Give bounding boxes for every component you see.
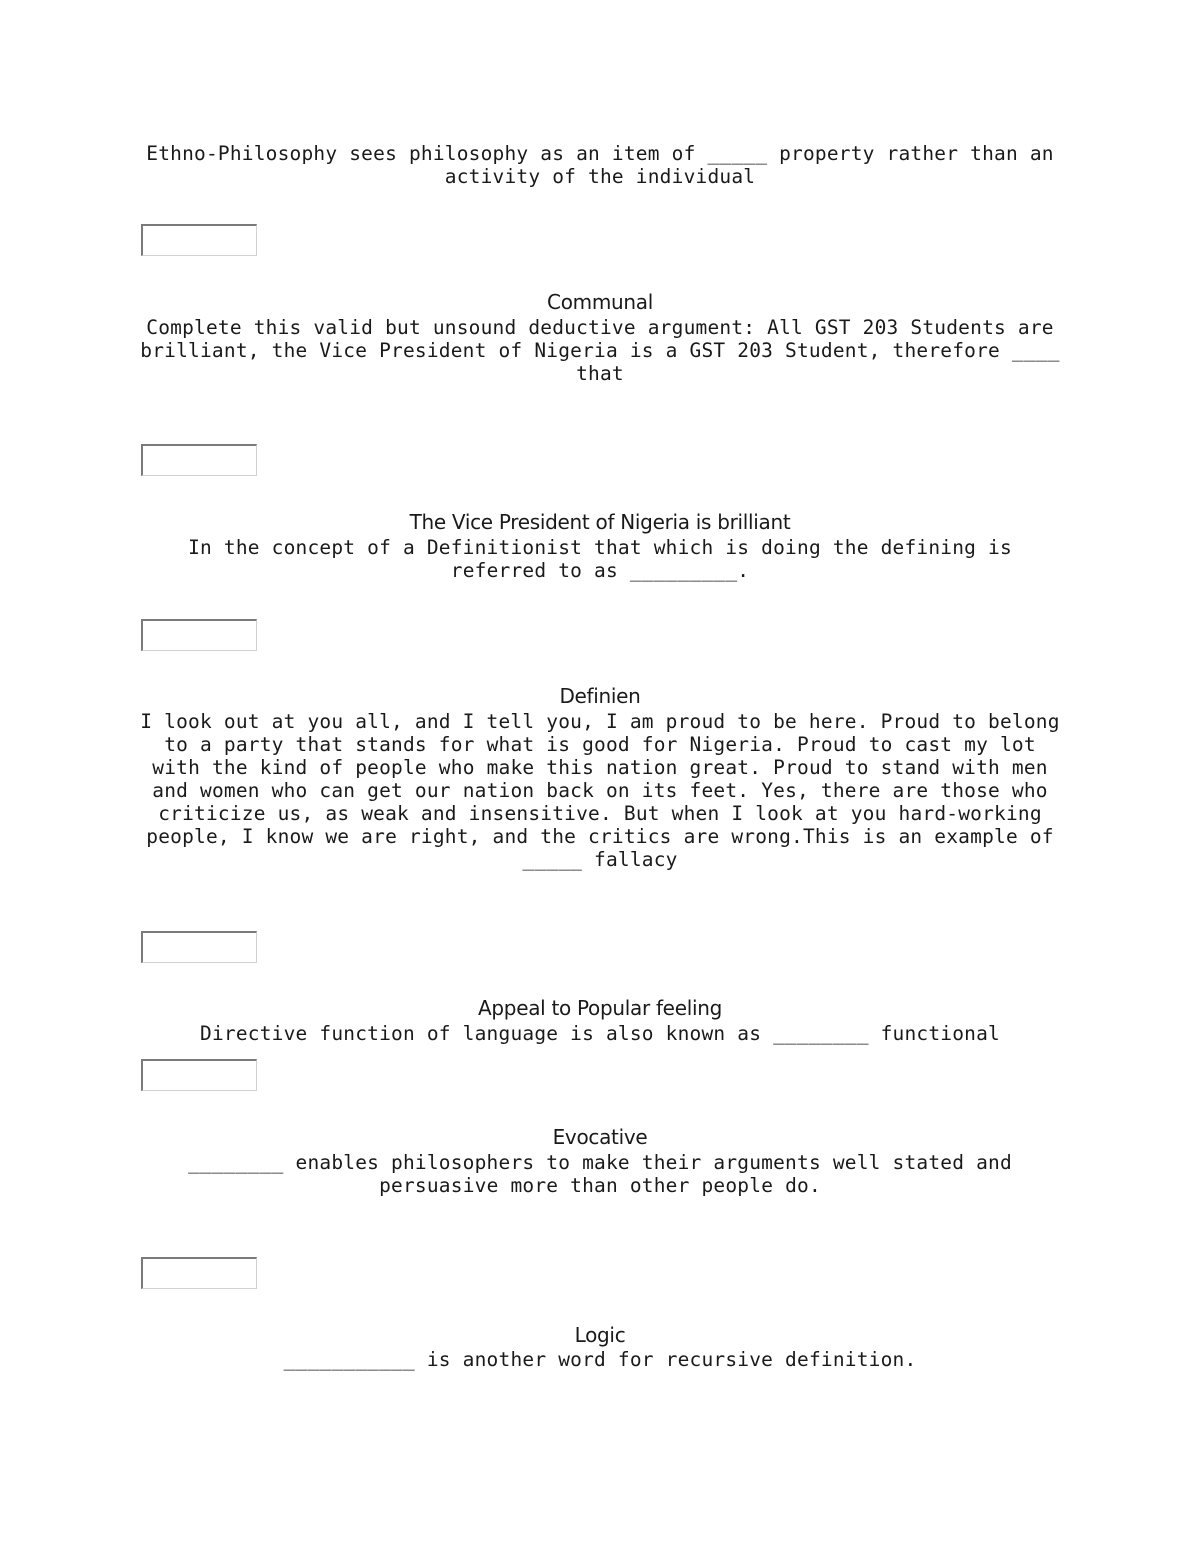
answer-input-4[interactable] [141, 931, 257, 963]
answer-6: Logic [574, 1323, 626, 1347]
answer-input-5[interactable] [141, 1059, 257, 1091]
question-1: Ethno-Philosophy sees philosophy as an item of _____ property rather than an activity of the individual [146, 142, 1054, 188]
answer-input-3[interactable] [141, 619, 257, 651]
answer-1: Communal [547, 290, 653, 314]
question-3: In the concept of a Definitionist that which is doing the defining is referred to as _________. [188, 536, 1012, 582]
answer-4: Appeal to Popular feeling [478, 996, 722, 1020]
answer-5: Evocative [552, 1125, 648, 1149]
answer-input-1[interactable] [141, 224, 257, 256]
question-5: Directive function of language is also known as ________ functional [200, 1022, 1000, 1045]
answer-input-6[interactable] [141, 1257, 257, 1289]
question-2: Complete this valid but unsound deductive argument: All GST 203 Students are brilliant, the Vice President of Nigeria is a GST 203 Student, therefore ____ that [140, 316, 1060, 385]
answer-input-2[interactable] [141, 444, 257, 476]
question-6: ________ enables philosophers to make their arguments well stated and persuasive more than other people do. [188, 1151, 1012, 1197]
answer-3: Definien [559, 684, 641, 708]
answer-2: The Vice President of Nigeria is brilliant [409, 510, 791, 534]
question-7: ___________ is another word for recursive definition. [283, 1348, 917, 1371]
question-4: I look out at you all, and I tell you, I am proud to be here. Proud to belong to a party that stands for what is good for Nigeria. Proud to cast my lot with the kind of people who make this nation great. Proud to stand with men and women who can get our nation back on its feet. Yes, there are those who criticize us, as weak and insensitive. But when I look at you hard-working people, I know we are right, and the critics are wrong.This is an example of _____ fallacy [140, 710, 1060, 871]
